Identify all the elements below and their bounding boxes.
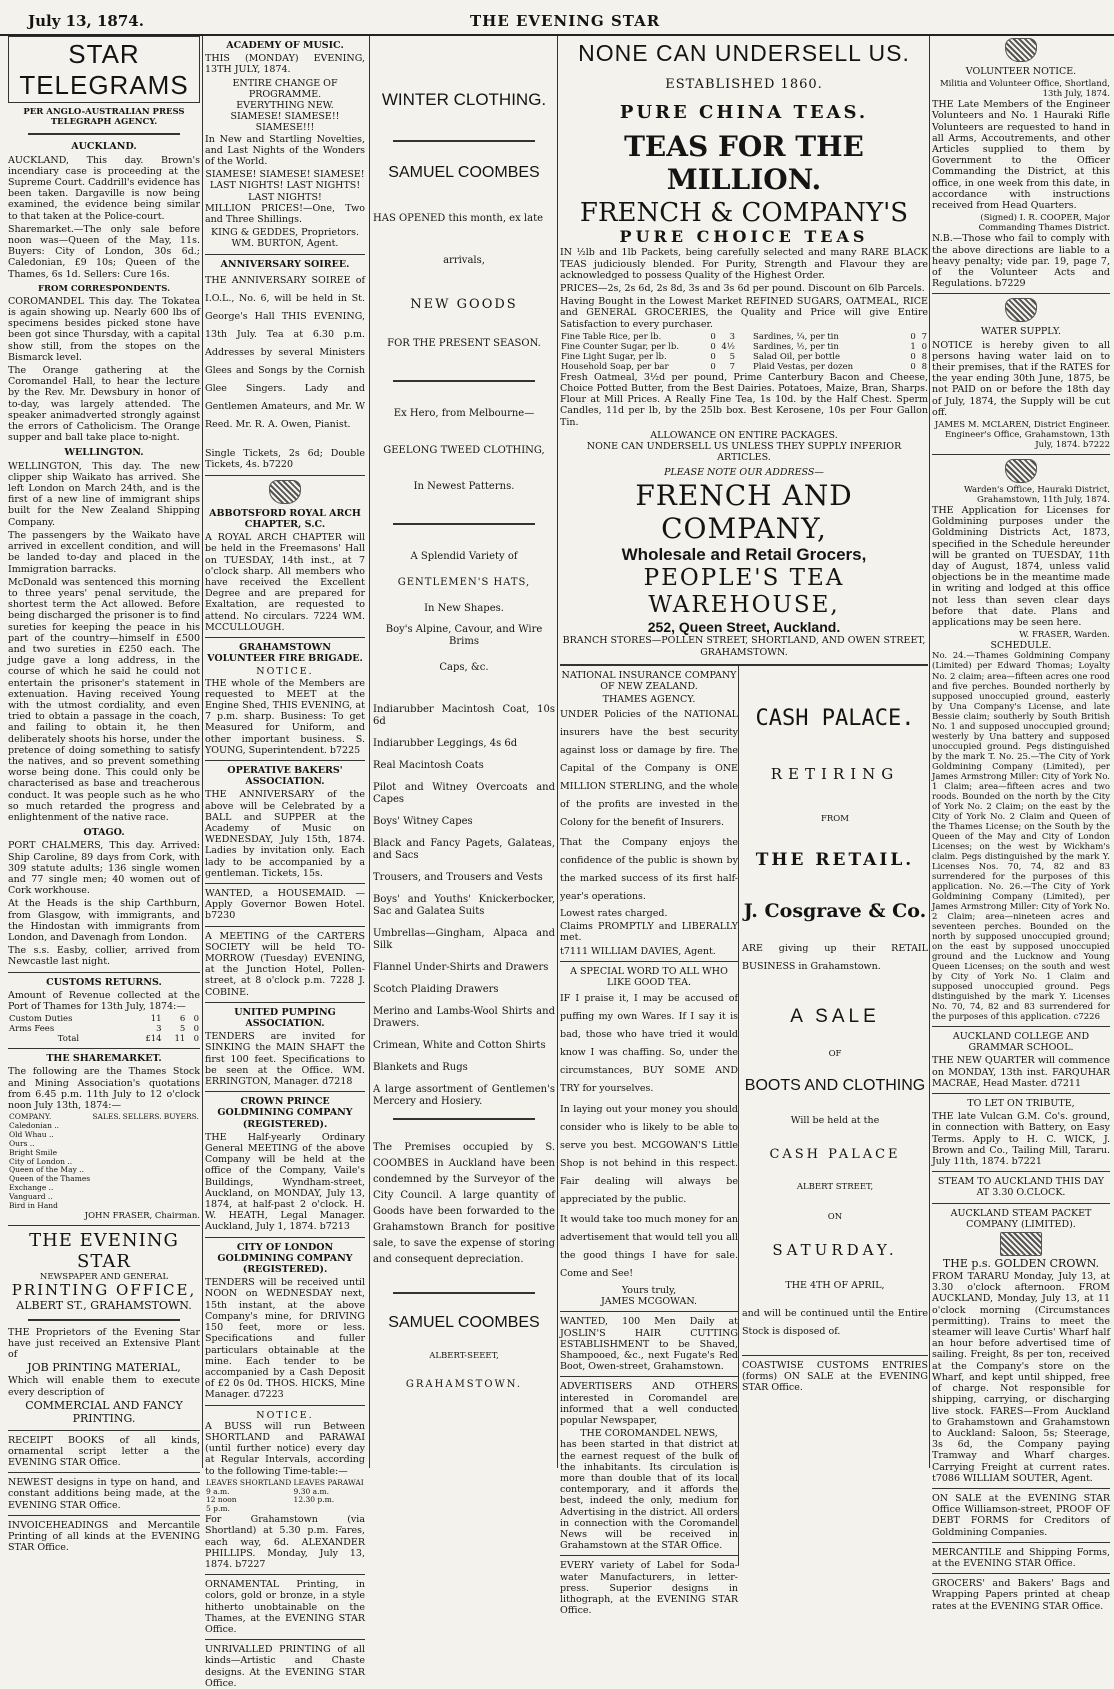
insurance-para: UNDER Policies of the NATIONAL insurers have the best security against loss or damage by fire. The Capital of the Company is ONE MILLION STERLING, and the whole of the profits are invested in the Colony for the benefit of Insurers. [560,708,738,828]
newest-designs-ad: NEWEST designs in type on hand, and constant additions being made, at the EVENING STAR Office. [8,1477,200,1511]
otago-para: PORT CHALMERS, This day. Arrived: Ship Caroline, 89 days from Cork, with 309 statute adults; 136 single women and 77 single men; 40 women out of Cork workhouse. [8,840,200,897]
splendid-variety: A Splendid Variety of [410,551,518,563]
star-telegrams-title: STAR TELEGRAMS [8,36,200,103]
steam-packet-heading: AUCKLAND STEAM PACKET COMPANY (LIMITED). [950,1207,1092,1230]
insurance-para: Lowest rates charged. [560,908,668,920]
es-para: THE Proprietors of the Evening Star have just received an Extensive Plant of [8,1326,200,1361]
tribute-heading: TO LET ON TRIBUTE, [967,1098,1075,1110]
coromandel-news: THE COROMANDEL NEWS, [580,1428,718,1440]
city-london-heading: CITY OF LONDON GOLDMINING COMPANY (REGISTERED). [217,1241,353,1276]
mcgowan-para: In laying out your money you should consider who is likely to be able to serve you best. MCGOWAN'S Little Shop is not behind in this respect. Fair dealing will always be appreciated by the public. [560,1103,738,1205]
pure-choice-teas: PURE CHOICE TEAS [619,227,869,247]
sharemarket-table [8,1113,200,1210]
academy-line: SIAMESE! SIAMESE! SIAMESE! [205,169,365,181]
table-row: Sardines, ¼, per tin 0 7 [753,331,927,342]
arrivals: arrivals, [443,254,485,266]
list-item: Indiarubber Leggings, 4s 6d [373,737,518,749]
table-row: 5 p.m. [206,1504,230,1514]
masonic-emblem-icon [269,480,301,504]
otago-para: The s.s. Easby, collier, arrived from Newcastle last night. [8,945,200,968]
golden-crown: THE p.s. GOLDEN CROWN. [942,1257,1100,1271]
giving-up-para: ARE giving up their RETAIL BUSINESS in Grahamstown. [742,943,928,973]
coromandel-para: has been started in that district at the earnest request of the bulk of the inhabitants. Its circulation is more than double that of its local contemporary, and it affords the best, indeed the only, medium for Advertising in the district. All orders in connection with the Coromandel News will be received in Grahamstown at the STAR Office. [560,1439,738,1552]
table-row: Arms Fees 3 5 0 [9,1024,199,1035]
peoples-tea-warehouse: PEOPLE'S TEA WAREHOUSE, [643,564,845,618]
evening-star-sub: NEWSPAPER AND GENERAL [39,1272,169,1283]
sharemarket-heading: THE SHAREMARKET. [46,1053,162,1065]
sharemarket-para: The following are the Thames Stock and Mining Association's quotations from 6.45 p.m. 11th July to 12 o'clock noon July 13th, 1874:— [8,1066,200,1112]
volunteer-nb: N.B.—Those who fail to comply with the above directions are liable to a heavy penalty; vide par. 19, page 7, of the Volunteer Acts and Regulations. b7229 [932,233,1110,290]
agency-line: PER ANGLO-AUSTRALIAN PRESS TELEGRAPH AGENCY. [23,107,185,128]
bakers-heading: OPERATIVE BAKERS' ASSOCIATION. [227,764,343,788]
a-sale: A SALE [790,1006,880,1028]
receipt-books-ad: RECEIPT BOOKS of all kinds, ornamental script letter a the EVENING STAR Office. [8,1434,200,1469]
tribute-para: THE late Vulcan G.M. Co's. ground, in connection with Battery, on Easy Terms. Apply to H. C. WICK, J. Brown and Co., Tailing Mill, Tararu. July 11th, 1874. b7221 [932,1111,1110,1168]
list-item: Trousers, and Trousers and Vests [373,871,543,883]
list-item: A large assortment of Gentlemen's Mercery and Hosiery. [373,1083,555,1107]
warden-para: THE Application for Licenses for Goldmining purposes under the Goldmining Districts Act, 1873, specified in the Schedule hereunder will be granted on TUESDAY, 11th day of August, 1874, unless valid objections be in the meantime made in writing and lodged at this office not less than seven clear days before that date. Plans and applications may be seen here. [932,505,1110,629]
new-shapes: In New Shapes. [424,602,504,614]
es-job: JOB PRINTING MATERIAL, [27,1361,181,1375]
list-item: Merino and Lambs-Wool Shirts and Drawers. [373,1005,555,1029]
otago-heading: OTAGO. [83,827,125,839]
insurance-para: That the Company enjoys the confidence of the public is shown by the marked success of its first half-year's operations. [560,836,738,902]
grocers-bags-ad: GROCERS' and Bakers' Bags and Wrapping Papers printed at cheap rates at the EVENING STAR Office. [932,1578,1110,1612]
present-season: FOR THE PRESENT SEASON. [387,337,541,349]
anniversary-para: THE ANNIVERSARY SOIREE of I.O.L., No. 6, will be held in St. George's Hall THIS EVENING, 13th July. Tea at 6.30 p.m. Addresses by several Ministers Glees and Songs by the Cornish Glee Singers. Lady and Gentlemen Amateurs, and Mr. W Reed. Mr. R. A. Owen, Pianist. [205,274,365,431]
notice-label: NOTICE. [256,1409,314,1421]
es-printing: PRINTING. [72,1411,136,1425]
invoice-headings-ad: INVOICEHEADINGS and Mercantile Printing of all kinds at the EVENING STAR Office. [8,1519,200,1554]
printing-office: PRINTING OFFICE, [11,1281,197,1300]
schedule-para: No. 24.—Thames Goldmining Company (Limited) per Edward Thomas; Loyalty No. 2 claim; area—fifteen acres one rood and five perches. Bounded northerly by supposed unoccupied ground, easterly by Una Company's License, and late Bessie claim; southerly by South British No. 1 and supposed unoccupied ground; westerly by Una battery and supposed unoccupied ground. Pegs distinguished by the mark T. No. 25.—The City of York Goldmining Company (Limited), per James Armstrong Miller: City of York No. 1 Claim; area—fifteen acres and two roods. Bounded on the north by the City of York No. 2 Claim; on the east by the City of York No. 2 Claim and Queen of the Thames License; on the South by the Queen of the May and City of London Licenses; on the west by Wickham's claim. Pegs distinguished by the mark Y. Licenses Nos. 70, 74, 82 and 83 surrendered for the purposes of this application. No. 26.—The City of York Goldmining Company (Limited), per James Armstrong Miller: City of York No. 2 Claim; area—nineteen acres and seventeen perches. Bounded on the north by supposed unoccupied ground; on the east by supposed unoccupied ground and the Lucknow and Young Queen Licenses; on the south and west by City of York No. 1 Claim and supposed unoccupied ground. Pegs distinguished by the mark Y. Licenses No. 70, 74, 82 and 83 surrendered for the purposes of this application. c7226 [932,651,1110,1023]
list-item: Scotch Plaiding Drawers [373,983,499,995]
es-commercial: COMMERCIAL AND FANCY [25,1398,183,1412]
coromandel-para: COROMANDEL This day. The Tokatea is again showing up. Nearly 600 lbs of specimens besides picked stone have been got since Thursday, with a capital show still, from the stopes on the Bismarck level. [8,295,200,363]
has-opened: HAS OPENED this month, ex late [373,212,544,224]
office-address: ALBERT ST., GRAHAMSTOWN. [16,1298,192,1312]
royal-arms-icon [1005,459,1037,483]
table-row: Household Soap, per bar 0 7 [561,361,735,372]
wellington-heading: WELLINGTON. [64,447,144,459]
wellington-para: WELLINGTON, This day. The new clipper ship Waikato has arrived. She left London on March 24th, and is the first of a new line of immigrant ships built for the New Zealand Shipping Company. [8,460,200,528]
wellington-para: McDonald was sentenced this morning to three years' penal servitude, the shortest term the Act allowed. Before being discharged the prisoner is to find sureties for keeping the peace in his part of the country—himself in £500 and two sureties in £250 each. The judge gave a long address, in the course of which he said he could not entertain the prisoner's statement in extenuation. Having received Young with the utmost cordiality, and even tried to obtain a passage in the coach, and failing to obtain it, he then deliberately shoots his horse, under the pretence of doing something to satisfy the natives, and so prevent something worse being done. This could only be characterised as base and treacherous conduct. It was people such as he who so much retarded the progress and enlightenment of the native race. [8,576,200,823]
table-row: 9 a.m. 9.30 a.m. [206,1486,329,1496]
list-item: Umbrellas—Gingham, Alpaca and Silk [373,927,555,951]
volunteer-para: THE Late Members of the Engineer Volunteers and No. 1 Hauraki Rifle Volunteers are requested to hand in all Arms, Accoutrements, and other Articles supplied to them by Government to the Officer Commanding the District, at this office, in one week from this date, in accordance with instructions received from Head Quarters. [932,99,1110,212]
notice-label: NOTICE. [256,666,314,678]
boots-clothing: BOOTS AND CLOTHING [744,1076,926,1094]
table-row: Sardines, ½, per tin 1 0 [753,341,927,352]
yours-truly: Yours truly, [621,1284,677,1296]
winter-clothing-title: WINTER CLOTHING. [381,90,547,109]
anniversary-tickets: Single Tickets, 2s 6d; Double Tickets, 4s. b7220 [205,448,365,471]
table-row-total: Total £14 11 0 [57,1034,199,1045]
national-insurance-heading: NATIONAL INSURANCE COMPANY OF NEW ZEALAND. [561,669,737,693]
masthead [0,0,1114,36]
crown-prince-heading: CROWN PRINCE GOLDMINING COMPANY (REGISTERED). [217,1096,353,1130]
academy-line: MILLION PRICES!—One, Two and Three Shillings. [205,202,365,226]
of: OF [828,1048,842,1059]
new-goods: NEW GOODS [410,296,518,312]
golden-crown-para: FROM TARARU Monday, July 13, at 3.30 o'clock afternoon. FROM AUCKLAND, Monday, July 13, at 11 o'clock morning (Circumstances permitting). Trains to meet the steamer will leave Curtis' Wharf half an hour before advertised time of sailing. Freight, 8s per ton, received at the Company's store on the Wharf, and kept until shipped, free of charge. Not responsible for shipping, carrying, or discharging live stock. FARES—From Auckland to Grahamstown and Grahamstown to Auckland: Saloon, 5s; Steerage, 3s 6d, the Company paying Tramway and Wharf charges. Carrying Freight at current rates. t7086 WILLIAM SOUTER, Agent. [932,1271,1110,1484]
academy-line: ENTIRE CHANGE OF PROGRAMME. [232,77,338,100]
academy-line: EVERYTHING NEW. [236,100,334,112]
column-official [932,36,1110,1612]
crown-prince-para: THE Half-yearly Ordinary General MEETING of the above Company will be held at the office of the Company, Vaile's Buildings, Wyndham-street, Auckland, on MONDAY, July 13, 1874, at half-past 2 o'clock. H. W. HEATH, Legal Manager. Auckland, July 1, 1874. b7213 [205,1131,365,1233]
auckland-para: AUCKLAND, This day. Brown's incendiary case is proceeding at the Supreme Court. Caddrill's evidence has been taken. Dargaville is now being examined, the evidence being similar to that taken at the Police-court. [8,154,200,222]
table-row: Custom Duties 11 6 0 [9,1014,199,1025]
mcgowan-para: IF I praise it, I may be accused of puffing my own Wares. If I say it is bad, those who have tried it would know I was chaffing. So, under the circumstances, BUY SOME AND TRY for yourselves. [560,993,738,1095]
table-row: Fine Table Rice, per lb. 0 3 [561,331,735,342]
list-item: Real Macintosh Coats [373,759,484,771]
table-row: Exchange .. [9,1183,54,1193]
column-tea-and-palace [560,36,928,1617]
geelong-tweed: GEELONG TWEED CLOTHING, [383,445,545,457]
tea-para: PRICES—2s, 2s 6d, 2s 8d, 3s and 3s 6d per pound. Discount on 6lb Parcels. [560,282,925,294]
unrivalled-ad: UNRIVALLED PRINTING of all kinds—Artistic and Chaste designs. At the EVENING STAR Office. [205,1644,365,1689]
correspondents-heading: FROM CORRESPONDENTS. [37,283,171,294]
volunteer-date: Militia and Volunteer Office, Shortland, 13th July, 1874. [939,79,1110,100]
ex-hero: Ex Hero, from Melbourne— [393,407,535,419]
customs-table [8,1014,200,1044]
table-row: Fine Light Sugar, per lb. 0 5 [561,351,735,362]
price-table-right [752,332,928,372]
college-para: THE NEW QUARTER will commence on MONDAY, 13th inst. FARQUHAR MACRAE, Head Master. d7211 [932,1055,1110,1089]
label-ad: EVERY variety of Label for Soda-water Manufacturers, in letter-press. Superior designs in lithograph, at the EVENING STAR Office. [560,1560,738,1617]
academy-line: In New and Startling Novelties, and Last Nights of the Wonders of the World. [205,133,365,168]
none-undersell: NONE CAN UNDERSELL US. [578,40,910,66]
list-item: Crimean, White and Cotton Shirts [373,1039,546,1051]
hair-cutting-ad: WANTED, 100 Men Daily at JOSLIN'S HAIR CUTTING ESTABLISHMENT to be Shaved, Shampooed, &c., next Fugate's Red Boot, Owen-street, Grahamstown. [560,1316,738,1373]
insurance-signature: t7111 WILLIAM DAVIES, Agent. [560,945,716,957]
royal-arms-icon [1005,298,1037,322]
auckland-para: Sharemarket.—The only sale before noon was—Queen of the May, 11s. Buyers: City of London, 30s 6d.; Caledonian, £9 10s; Queen of the Thames, 6s 1d. Sellers: Cure 16s. [8,223,200,280]
abbotsford-para: A ROYAL ARCH CHAPTER will be held in the Freemasons' Hall on TUESDAY, 14th inst., at 7 o'clock sharp. All members who have received the Excellent Degree and are prepared for Exaltation, are requested to attend. No circulars. 7224 WM. MCCULLOUGH. [205,532,365,633]
academy-line: SIAMESE! SIAMESE!! SIAMESE!!! [230,111,340,134]
french-and-company: FRENCH AND COMPANY, [635,478,853,545]
column-clothing [373,36,555,1468]
list-item: Blankets and Rugs [373,1061,468,1073]
issue-date: July 13, 1874. [28,12,144,30]
thames-agency: THAMES AGENCY. [602,694,696,706]
buss-timetable [205,1479,365,1514]
branch-stores: BRANCH STORES—POLLEN STREET, SHORTLAND, AND OWEN STREET, GRAHAMSTOWN. [562,635,926,658]
otago-para: At the Heads is the ship Carthburn, from Glasgow, with immigrants, and the Hindostan with immigrants from London, and Davenagh from London. [8,898,200,943]
samuel-coombes-name: SAMUEL COOMBES [388,164,540,182]
list-item: Black and Fancy Pagets, Galateas, and Sacs [373,837,555,861]
april: THE 4TH OF APRIL, [785,1279,885,1291]
queen-street: 252, Queen Street, Auckland. [647,618,841,635]
allowance: ALLOWANCE ON ENTIRE PACKAGES. [650,429,838,441]
cash-palace-title: CASH PALACE. [755,705,915,731]
housemaid-ad: WANTED, a HOUSEMAID. — Apply Governor Bowen Hotel. b7230 [205,887,365,922]
carters-ad: A MEETING of the CARTERS SOCIETY will be held TO-MORROW (Tuesday) EVENING, at the Junction Hotel, Pollen-street, at 8 o'clock p.m. 7228 J. COBINE. [205,930,365,998]
city-london-para: TENDERS will be received until NOON on WEDNESDAY next, 15th instant, at the above Company's mine, for DRIVING 150 feet, more or less. Specifications and fuller particulars obtainable at the mine. Each tender to be accompanied by a Cash Deposit of £2 0s 0d. THOS. HICKS, Mine Manager. d7223 [205,1277,365,1401]
volunteer-heading: VOLUNTEER NOTICE. [965,66,1077,77]
tea-para: Fresh Oatmeal, 3½d per pound, Prime Canterbury Bacon and Cheese, Choice Potted Butter, from the Best Dairies. Potatoes, Maize, Bran, Sharps. Flour at Mill Prices. A Really Fine Tea, 1s 10d. by the Half Chest. Sperm Candles, 11d per lb, by the 25lb box. Best Kerosene, 10s per Four Gallon Tin. [560,371,928,428]
on: ON [827,1211,843,1222]
caps-etc: Caps, &c. [439,662,489,674]
established: ESTABLISHED 1860. [665,77,823,93]
mercantile-ad: MERCANTILE and Shipping Forms, at the EVENING STAR Office. [932,1546,1110,1569]
buss-para: For Grahamstown (via Shortland) at 5.30 p.m. Fares, each way, 6d. ALEXANDER PHILLIPS. Monday, July 13, 1874. b7227 [205,1514,365,1570]
warden-date: Warden's Office, Hauraki District, Grahamstown, 11th July, 1874. [963,484,1110,505]
mcgowan-signature: JAMES MCGOWAN. [600,1296,698,1308]
volunteer-signature: (Signed) I. R. COOPER, Major Commanding Thames District. [978,213,1110,234]
please-note: PLEASE NOTE OUR ADDRESS— [664,467,824,479]
auckland-heading: AUCKLAND. [71,141,137,153]
table-row: Vanguard .. [9,1191,53,1201]
es-para: Which will enable them to execute every description of [8,1375,200,1398]
saturday: SATURDAY. [772,1240,898,1259]
retiring: RETIRING [770,764,900,783]
premises-para: The Premises occupied by S. COOMBES in Auckland have been condemned by the Surveyor of the City Council. A large quantity of Goods have been forwarded to the Grahamstown Branch for positive sale, to save the expense of storing and consequent depreciation. [373,1141,555,1265]
steam-heading: STEAM TO AUCKLAND THIS DAY AT 3.30 O.CLOCK. [937,1176,1105,1199]
albert-street: ALBERT-SEEET, [429,1350,499,1361]
cash-palace: CASH PALACE [769,1146,901,1162]
table-row: 12 noon 12.30 p.m. [206,1495,335,1505]
table-header: COMPANY. SALES. SELLERS. BUYERS. [9,1112,199,1122]
from: FROM [821,813,849,824]
table-row: Fine Counter Sugar, per lb. 0 4½ [561,341,735,352]
boys-caps: Boy's Alpine, Cavour, and Wire Brims [385,624,543,648]
table-row: Queen of the Thames [9,1174,91,1184]
teas-for-million: TEAS FOR THE MILLION. [624,129,864,196]
academy-line: LAST NIGHTS! LAST NIGHTS! LAST NIGHTS! [209,180,361,203]
pumping-heading: UNITED PUMPING ASSOCIATION. [234,1006,336,1030]
buss-para: A BUSS will run Between SHORTLAND and PARAWAI (until further notice) every day at Regular Intervals, according to the following Time-table:— [205,1420,365,1477]
table-row: Ours .. [9,1138,35,1148]
table-header: LEAVES SHORTLAND LEAVES PARAWAI [206,1477,364,1487]
column-notices [205,36,365,1689]
academy-heading: ACADEMY OF MUSIC. [226,40,344,51]
wellington-para: The passengers by the Waikato have arrived in excellent condition, and will be landed to-day and placed in the Immigration barracks. [8,529,200,575]
steamer-icon [1000,1232,1042,1256]
evening-star-office-title: THE EVENING STAR [29,1229,179,1272]
table-row: City of London .. [9,1156,73,1166]
academy-line: KING & GEDDES, Proprietors. WM. BURTON, Agent. [210,227,360,250]
table-row: Old Whau .. [9,1129,54,1139]
abbotsford-heading: ABBOTSFORD ROYAL ARCH CHAPTER, S.C. [209,507,361,530]
ornamental-ad: ORNAMENTAL Printing, in colors, gold or bronze, in a style hitherto unobtainable on the Thames, at the EVENING STAR Office. [205,1579,365,1635]
tea-para: Having Bought in the Lowest Market REFINED SUGARS, OATMEAL, RICE and GENERAL GROCERIES, the Quality and Price will give Entire Satisfaction to every purchaser. [560,296,928,330]
coastwise-ad: COASTWISE CUSTOMS ENTRIES (forms) ON SALE at the EVENING STAR Office. [742,1359,928,1394]
bakers-para: THE ANNIVERSARY of the above will be Celebrated by a BALL and SUPPER at the Academy of Music on WEDNESDAY, July 15th, 1874. Ladies by invitation only. Each lady to be accompanied by a gentleman. Tickets, 15s. [205,789,365,879]
special-word-heading: A SPECIAL WORD TO ALL WHO LIKE GOOD TEA. [570,965,728,989]
customs-para: Amount of Revenue collected at the Port of Thames for 13th July, 1874:— [8,989,200,1013]
pure-china-teas: PURE CHINA TEAS. [619,102,869,124]
proof-of-debt-ad: ON SALE at the EVENING STAR Office Williamson-street, PROOF OF DEBT FORMS for Creditors of Goldmining Companies. [932,1492,1110,1538]
paper-title: THE EVENING STAR [470,12,661,30]
table-row: Bright Smile [9,1147,58,1157]
advertisers-ad: ADVERTISERS AND OTHERS interested in Coromandel are informed that a well conducted popular Newspaper, [560,1381,738,1427]
sharemarket-signature: JOHN FRASER, Chairman. [84,1210,200,1221]
table-row: Salad Oil, per bottle 0 8 [753,351,927,362]
water-signature: JAMES M. MCLAREN, District Engineer. Engineer's Office, Grahamstown, 13th July, 1874. b7222 [934,419,1110,450]
list-item: Pilot and Witney Overcoats and Capes [373,781,555,805]
table-row: Caledonian .. [9,1121,60,1131]
list-item: Indiarubber Macintosh Coat, 10s 6d [373,703,555,727]
column-telegrams [8,36,200,1554]
customs-heading: CUSTOMS RETURNS. [46,976,162,988]
fire-brigade-para: THE whole of the Members are requested to MEET at the Engine Shed, THIS EVENING, at 7 p.m. sharp. Business: To get Measured for Uniform, and other important business. S. YOUNG, Superintendent. b7225 [205,677,365,756]
table-row: Plaid Vestas, per dozen 0 8 [753,361,927,372]
the-retail: THE RETAIL. [755,849,915,870]
price-table-left [560,332,736,372]
cosgrave-co: J. Cosgrave & Co. [743,899,927,922]
pumping-para: TENDERS are invited for SINKING the MAIN SHAFT the first 100 feet. Specifications to be seen at the Office. WM. ERRINGTON, Manager. d7218 [205,1031,365,1088]
held-at: Will be held at the [790,1115,880,1127]
none-unless: NONE CAN UNDERSELL US UNLESS THEY SUPPLY INFERIOR ARTICLES. [586,441,902,464]
list-item: Boys' Witney Capes [373,815,473,827]
college-heading: AUCKLAND COLLEGE AND GRAMMAR SCHOOL. [952,1031,1090,1054]
french-company: FRENCH & COMPANY'S [579,197,909,228]
anniversary-heading: ANNIVERSARY SOIREE. [220,258,350,270]
albert-street: ALBERT STREET, [796,1181,874,1192]
gentlemens-hats: GENTLEMEN'S HATS, [397,576,531,588]
samuel-coombes-name: SAMUEL COOMBES [388,1313,540,1331]
schedule-label: SCHEDULE. [990,640,1052,652]
warden-signature: W. FRASER, Warden. [1019,630,1110,641]
fire-brigade-heading: GRAHAMSTOWN VOLUNTEER FIRE BRIGADE. [207,641,363,665]
royal-arms-icon [1005,38,1037,62]
grahamstown: GRAHAMSTOWN. [405,1378,523,1390]
tea-para: IN ½lb and 1lb Packets, being carefully selected and many RARE BLACK TEAS judiciously blended. For Purity, Strength and Flavour they are acknowledged to possess Quality of the Highest Order. [560,247,928,281]
academy-line: THIS (MONDAY) EVENING, 13TH JULY, 1874. [205,53,365,76]
newest-patterns: In Newest Patterns. [413,481,515,493]
water-para: NOTICE is hereby given to all persons having water laid on to their premises, that if the RATES for the year ending 30th June, 1875, be not PAID on or before the 18th day of July, 1874, the Supply will be cut off. [932,339,1110,418]
insurance-para: Claims PROMPTLY and LIBERALLY met. [560,921,738,944]
wholesale-retail: Wholesale and Retail Grocers, [621,544,867,564]
mcgowan-para: It would take too much money for an advertisement that would tell you all the good things I have for sale. Come and See! [560,1213,738,1279]
table-row: Bird in Hand [9,1200,58,1210]
list-item: Flannel Under-Shirts and Drawers [373,961,549,973]
list-item: Boys' and Youths' Knickerbocker, Sac and Galatea Suits [373,893,555,917]
coromandel-para: The Orange gathering at the Coromandel Hall, to hear the lecture by the Rev. Mr. Dewsbury in honor of to-day, was largely attended. The speaker animadverted strongly against the errors of Catholicism. The Orange supper and ball take place to-night. [8,365,200,444]
water-heading: WATER SUPPLY. [980,326,1062,338]
continued: and will be continued until the Entire Stock is disposed of. [742,1307,928,1337]
table-row: Queen of the May .. [9,1165,84,1175]
